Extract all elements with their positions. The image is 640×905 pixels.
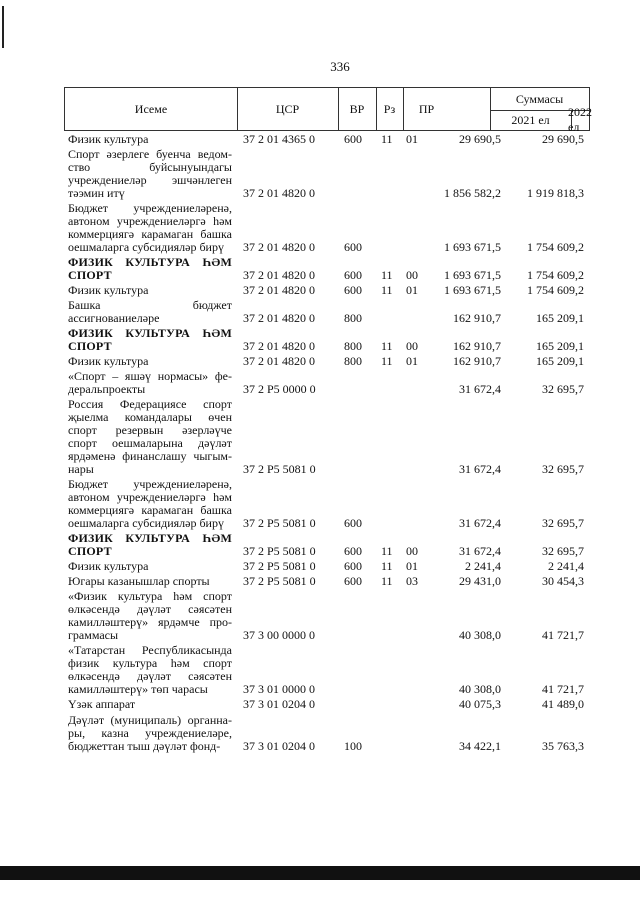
row-sum-2022: 32 695,7 xyxy=(542,516,584,530)
row-name-line: ры, казна учреждениеләре, xyxy=(68,726,232,740)
table-row xyxy=(68,398,588,476)
row-pr: 00 xyxy=(406,339,418,353)
row-name xyxy=(68,644,232,696)
row-name-line: СПОРТ xyxy=(68,339,112,353)
row-csr: 37 3 01 0000 0 xyxy=(243,682,315,696)
table-row xyxy=(68,714,588,753)
row-csr: 37 2 01 4820 0 xyxy=(243,240,315,254)
row-sum-2021: 40 308,0 xyxy=(459,628,501,642)
row-name-line: оешмаларга субсидияләр бирү xyxy=(68,240,224,254)
row-name-line: Югары казанышлар спорты xyxy=(68,574,210,588)
row-sum-2021: 31 672,4 xyxy=(459,382,501,396)
row-name-line: «Татарстан Республикасында xyxy=(68,643,232,657)
row-sum-2022: 1 919 818,3 xyxy=(527,186,584,200)
row-name xyxy=(68,133,232,146)
row-csr: 37 2 01 4820 0 xyxy=(243,339,315,353)
row-csr: 37 2 P5 0000 0 xyxy=(243,382,316,396)
row-name-line: СПОРТ xyxy=(68,268,112,282)
row-rz: 11 xyxy=(381,574,393,588)
row-name-line: спорт резервын әзерләүче xyxy=(68,423,232,437)
row-sum-2021: 40 308,0 xyxy=(459,682,501,696)
row-pr: 01 xyxy=(406,283,418,297)
row-sum-2022: 165 209,1 xyxy=(536,354,584,368)
row-name-line: нары xyxy=(68,462,94,476)
row-pr: 01 xyxy=(406,132,418,146)
row-name-line: ство буйсынуындагы xyxy=(68,160,232,174)
row-csr: 37 2 P5 5081 0 xyxy=(243,516,316,530)
table-row xyxy=(68,698,588,711)
row-csr: 37 2 01 4820 0 xyxy=(243,283,315,297)
row-vr: 800 xyxy=(344,339,362,353)
row-name-line: граммасы xyxy=(68,628,119,642)
row-name xyxy=(68,256,232,282)
row-name-line: Үзәк аппарат xyxy=(68,697,136,711)
row-name xyxy=(68,560,232,573)
row-name-line: Дәүләт (муниципаль) органна- xyxy=(68,713,232,727)
row-sum-2022: 32 695,7 xyxy=(542,382,584,396)
row-name-line: Физик культура xyxy=(68,354,149,368)
table-row xyxy=(68,355,588,368)
row-sum-2021: 1 693 671,5 xyxy=(444,268,501,282)
row-name-line: ФИЗИК КУЛЬТУРА ҺӘМ xyxy=(68,326,232,340)
row-name xyxy=(68,698,232,711)
table-row xyxy=(68,256,588,282)
row-vr: 600 xyxy=(344,574,362,588)
table-row xyxy=(68,133,588,146)
row-name xyxy=(68,478,232,530)
row-pr: 01 xyxy=(406,559,418,573)
row-sum-2022: 29 690,5 xyxy=(542,132,584,146)
row-name-line: автоном учреждениеләргә һәм xyxy=(68,490,232,504)
row-sum-2022: 2 241,4 xyxy=(548,559,584,573)
row-vr: 600 xyxy=(344,559,362,573)
row-rz: 11 xyxy=(381,544,393,558)
row-pr: 01 xyxy=(406,354,418,368)
row-sum-2021: 162 910,7 xyxy=(453,339,501,353)
table-row xyxy=(68,284,588,297)
row-csr: 37 2 01 4820 0 xyxy=(243,268,315,282)
row-name-line: ФИЗИК КУЛЬТУРА ҺӘМ xyxy=(68,255,232,269)
row-name xyxy=(68,148,232,200)
row-csr: 37 3 01 0204 0 xyxy=(243,697,315,711)
row-sum-2021: 1 693 671,5 xyxy=(444,240,501,254)
row-rz: 11 xyxy=(381,283,393,297)
row-sum-2022: 1 754 609,2 xyxy=(527,240,584,254)
row-name-line: «Спорт – яшәү нормасы» фе- xyxy=(68,369,232,383)
row-name-line: спорт оешмаларына дәүләт xyxy=(68,436,232,450)
row-csr: 37 2 01 4820 0 xyxy=(243,354,315,368)
row-name-line: өлкәсендә дәүләт сәясәтен xyxy=(68,602,232,616)
row-name-line: Физик культура xyxy=(68,132,149,146)
row-sum-2021: 2 241,4 xyxy=(465,559,501,573)
row-name-line: Физик культура xyxy=(68,559,149,573)
row-rz: 11 xyxy=(381,559,393,573)
header-rz: Рз xyxy=(376,88,404,130)
row-name-line: Спорт әзерлеге буенча ведом- xyxy=(68,147,232,161)
row-vr: 600 xyxy=(344,516,362,530)
row-name-line: тәэмин итү xyxy=(68,186,125,200)
table-row xyxy=(68,299,588,325)
row-vr: 600 xyxy=(344,283,362,297)
row-name-line: физик культура һәм спорт xyxy=(68,656,232,670)
row-sum-2022: 1 754 609,2 xyxy=(527,283,584,297)
row-name-line: ассигнованиеләре xyxy=(68,311,160,325)
row-sum-2022: 32 695,7 xyxy=(542,462,584,476)
row-pr: 00 xyxy=(406,544,418,558)
row-name xyxy=(68,327,232,353)
row-csr: 37 2 01 4820 0 xyxy=(243,311,315,325)
scan-bottom-bar xyxy=(0,866,640,880)
row-sum-2021: 1 693 671,5 xyxy=(444,283,501,297)
row-name-line: ярдәменә финанслашу чыгым- xyxy=(68,449,232,463)
row-sum-2021: 162 910,7 xyxy=(453,354,501,368)
row-sum-2021: 34 422,1 xyxy=(459,739,501,753)
row-pr: 00 xyxy=(406,268,418,282)
row-vr: 600 xyxy=(344,240,362,254)
row-sum-2022: 165 209,1 xyxy=(536,339,584,353)
row-sum-2021: 31 672,4 xyxy=(459,462,501,476)
row-csr: 37 2 P5 5081 0 xyxy=(243,544,316,558)
row-name-line: «Физик культура һәм спорт xyxy=(68,589,232,603)
row-rz: 11 xyxy=(381,339,393,353)
row-sum-2021: 29 690,5 xyxy=(459,132,501,146)
row-csr: 37 2 P5 5081 0 xyxy=(243,559,316,573)
row-name-line: бюджеттан тыш дәүләт фонд- xyxy=(68,739,221,753)
row-sum-2022: 35 763,3 xyxy=(542,739,584,753)
table-row xyxy=(68,327,588,353)
header-pr-label: ПР xyxy=(418,101,435,116)
row-csr: 37 2 P5 5081 0 xyxy=(243,462,316,476)
row-csr: 37 3 00 0000 0 xyxy=(243,628,315,642)
header-vr: ВР xyxy=(338,88,377,130)
row-sum-2022: 41 721,7 xyxy=(542,628,584,642)
row-name xyxy=(68,202,232,254)
row-rz: 11 xyxy=(381,268,393,282)
row-csr: 37 3 01 0204 0 xyxy=(243,739,315,753)
row-name-line: өлкәсендә дәүләт сәясәтен xyxy=(68,669,232,683)
header-csr: ЦСР xyxy=(237,88,339,130)
row-vr: 800 xyxy=(344,354,362,368)
table-row xyxy=(68,590,588,642)
row-name xyxy=(68,532,232,558)
row-csr: 37 2 P5 5081 0 xyxy=(243,574,316,588)
table-row xyxy=(68,148,588,200)
row-vr: 100 xyxy=(344,739,362,753)
table-header xyxy=(64,87,592,134)
table-row xyxy=(68,202,588,254)
row-sum-2021: 162 910,7 xyxy=(453,311,501,325)
row-vr: 600 xyxy=(344,544,362,558)
row-csr: 37 2 01 4820 0 xyxy=(243,186,315,200)
header-year-2022: 2022 ел xyxy=(568,105,592,134)
row-sum-2022: 32 695,7 xyxy=(542,544,584,558)
row-name-line: камилләштерү» ярдәмче про- xyxy=(68,615,232,629)
row-name xyxy=(68,299,232,325)
row-name-line: СПОРТ xyxy=(68,544,112,558)
row-name-line: оешмаларга субсидияләр бирү xyxy=(68,516,224,530)
row-sum-2021: 31 672,4 xyxy=(459,544,501,558)
row-name-line: коммерциягә карамаган башка xyxy=(68,227,232,241)
row-name-line: Россия Федерациясе спорт xyxy=(68,397,232,411)
row-vr: 600 xyxy=(344,132,362,146)
row-name-line: учреждениеләр эшчәнлеген xyxy=(68,173,232,187)
row-name xyxy=(68,284,232,297)
table-row xyxy=(68,575,588,588)
row-name xyxy=(68,370,232,396)
row-sum-2022: 1 754 609,2 xyxy=(527,268,584,282)
table-body xyxy=(68,131,588,753)
row-sum-2022: 41 721,7 xyxy=(542,682,584,696)
row-name xyxy=(68,575,232,588)
row-name-line: җыелма командалары өчен xyxy=(68,410,232,424)
page-number: 336 xyxy=(330,59,350,74)
row-vr: 800 xyxy=(344,311,362,325)
row-vr: 600 xyxy=(344,268,362,282)
row-name xyxy=(68,355,232,368)
row-name-line: деральпроекты xyxy=(68,382,146,396)
row-name-line: Бюджет учреждениеләренә, xyxy=(68,201,232,215)
row-sum-2022: 165 209,1 xyxy=(536,311,584,325)
scan-edge-mark xyxy=(2,6,4,48)
row-sum-2021: 1 856 582,2 xyxy=(444,186,501,200)
row-name-line: ФИЗИК КУЛЬТУРА ҺӘМ xyxy=(68,531,232,545)
row-sum-2021: 29 431,0 xyxy=(459,574,501,588)
row-name-line: Физик культура xyxy=(68,283,149,297)
table-row xyxy=(68,560,588,573)
row-sum-2022: 30 454,3 xyxy=(542,574,584,588)
row-name-line: автоном учреждениеләргә һәм xyxy=(68,214,232,228)
row-sum-2021: 40 075,3 xyxy=(459,697,501,711)
table-row xyxy=(68,478,588,530)
row-name-line: камилләштерү» төп чарасы xyxy=(68,682,208,696)
row-csr: 37 2 01 4365 0 xyxy=(243,132,315,146)
row-rz: 11 xyxy=(381,132,393,146)
row-name-line: Бюджет учреждениеләренә, xyxy=(68,477,232,491)
row-rz: 11 xyxy=(381,354,393,368)
header-year-2021: 2021 ел xyxy=(490,110,572,130)
header-name: Исеме xyxy=(65,88,238,130)
row-name-line: Башка бюджет xyxy=(68,298,232,312)
header-sums: Суммасы xyxy=(490,88,589,111)
row-sum-2022: 41 489,0 xyxy=(542,697,584,711)
table-row xyxy=(68,370,588,396)
table-row xyxy=(68,644,588,696)
row-name xyxy=(68,398,232,476)
row-pr: 03 xyxy=(406,574,418,588)
row-name xyxy=(68,590,232,642)
header-pr xyxy=(403,88,491,130)
row-sum-2021: 31 672,4 xyxy=(459,516,501,530)
row-name xyxy=(68,714,232,753)
table-row xyxy=(68,532,588,558)
row-name-line: коммерциягә карамаган башка xyxy=(68,503,232,517)
